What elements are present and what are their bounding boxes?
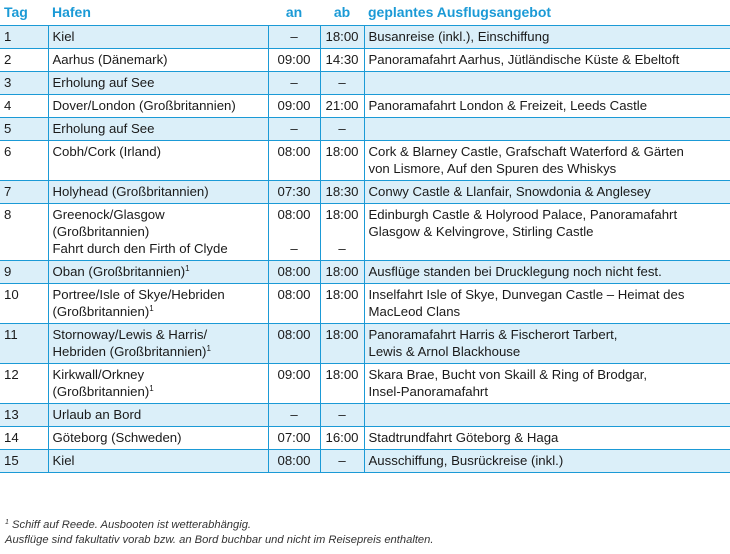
cell-day: 11 [4,327,18,342]
cell-day: 15 [4,453,19,468]
cell-arrival [268,284,320,324]
cell-departure-line: – [338,241,346,256]
cell-port-line: Erholung auf See [52,121,155,136]
table-row [0,427,730,450]
cell-port-line: Oban (Großbritannien)$^1$ [52,264,190,279]
cell-excursions [364,427,730,450]
cell-port [48,26,268,49]
cell-port [48,118,268,141]
cell-day: 13 [4,407,19,422]
cell-departure [320,204,364,261]
table-row [0,181,730,204]
cell-excursions [364,204,730,261]
cell-arrival-line: 08:00 [277,264,311,279]
cell-departure-line: 18:30 [325,184,359,199]
cell-departure-line: – [338,75,346,90]
cell-arrival [268,261,320,284]
cell-port [48,141,268,181]
cell-excursions-line: Panoramafahrt Aarhus, Jütländische Küste & Ebeltoft [368,52,680,67]
cell-arrival [268,95,320,118]
cell-excursions [364,324,730,364]
cell-departure [320,72,364,95]
cell-departure-line: – [338,407,346,422]
table-row [0,95,730,118]
cell-port-line: Hebriden (Großbritannien)$^1$ [52,344,211,359]
table-row [0,49,730,72]
cell-departure [320,284,364,324]
cell-port-line: (Großbritannien) [52,224,150,239]
table-row [0,26,730,49]
cell-arrival-line: 08:00 [277,453,311,468]
cell-port-line: Stornoway/Lewis & Harris/ [52,327,208,342]
table-row [0,72,730,95]
cell-departure [320,364,364,404]
cell-excursions [364,404,730,427]
cell-arrival [268,324,320,364]
cell-port-line: Aarhus (Dänemark) [52,52,168,67]
cell-excursions [364,450,730,473]
table-row [0,450,730,473]
cell-departure [320,118,364,141]
cell-day: 2 [4,52,12,67]
cell-port-line: Kiel [52,453,75,468]
table-row [0,141,730,181]
footnote-text: Schiff auf Reede. Ausbooten ist wetterabhängig. [12,519,252,531]
header-excursions: geplantes Ausflugsangebot [364,0,730,26]
cell-port-line: Dover/London (Großbritannien) [52,98,236,113]
cell-excursions-line: von Lismore, Auf den Spuren des Whiskys [368,161,617,176]
cell-port [48,72,268,95]
cell-port [48,364,268,404]
footnotes [5,518,725,548]
cell-port-line: Urlaub an Bord [52,407,142,422]
cell-excursions-line: Panoramafahrt Harris & Fischerort Tarbert, [368,327,618,342]
cell-port-line: Kiel [52,29,75,44]
cell-excursions-line: Conwy Castle & Llanfair, Snowdonia & Anglesey [368,184,651,199]
cell-excursions [364,284,730,324]
cell-arrival-line: – [290,241,298,256]
cell-arrival-line: 08:00 [277,144,311,159]
cell-arrival-line: 09:00 [277,98,311,113]
cell-excursions [364,181,730,204]
cell-excursions [364,95,730,118]
cell-arrival [268,427,320,450]
cell-day: 14 [4,430,19,445]
cell-port [48,49,268,72]
cell-arrival-line [273,223,316,240]
footnote-ref: 1 [149,384,154,393]
cell-departure-line [325,223,360,240]
cell-departure [320,26,364,49]
table-row [0,284,730,324]
cell-day: 9 [4,264,12,279]
cell-departure [320,141,364,181]
footnote-ref: 1 [185,264,190,273]
cell-departure-line: 18:00 [325,207,359,222]
cell-excursions-line: Insel-Panoramafahrt [368,384,488,399]
cell-arrival [268,72,320,95]
cell-port-line: (Großbritannien)$^1$ [52,304,154,319]
cell-excursions-line: Lewis & Arnol Blackhouse [368,344,521,359]
cell-day: 1 [4,29,12,44]
cell-day: 7 [4,184,12,199]
cell-arrival-line: – [290,29,298,44]
footnote-reede [5,518,725,533]
header-port: Hafen [48,0,268,26]
cell-excursions [364,49,730,72]
cell-arrival-line: – [290,121,298,136]
cell-departure [320,427,364,450]
cell-port [48,95,268,118]
cell-arrival-line: – [290,407,298,422]
cell-arrival [268,364,320,404]
cell-excursions-line: Cork & Blarney Castle, Grafschaft Waterford & Gärten [368,144,684,159]
cell-port [48,284,268,324]
cell-arrival-line: – [290,75,298,90]
cell-arrival [268,181,320,204]
cell-excursions-line: Inselfahrt Isle of Skye, Dunvegan Castle – Heimat des [368,287,685,302]
cell-departure-line: 18:00 [325,327,359,342]
header-departure: ab [320,0,364,26]
cell-port [48,450,268,473]
cell-departure-line: 14:30 [325,52,359,67]
cell-day: 12 [4,367,19,382]
cell-day: 8 [4,207,12,222]
header-day: Tag [0,0,48,26]
cell-port-line: Kirkwall/Orkney [52,367,145,382]
cell-arrival [268,204,320,261]
cell-excursions [364,72,730,95]
cell-departure-line: 21:00 [325,98,359,113]
cell-departure [320,324,364,364]
cell-day: 4 [4,98,12,113]
cell-departure [320,49,364,72]
cell-departure-line: 18:00 [325,29,359,44]
cell-departure-line: 18:00 [325,287,359,302]
cell-departure [320,181,364,204]
cell-day: 10 [4,287,19,302]
cell-port [48,261,268,284]
cell-port-line: Holyhead (Großbritannien) [52,184,209,199]
cell-arrival-line: 07:30 [277,184,311,199]
table-row [0,261,730,284]
cell-port-line: (Großbritannien)$^1$ [52,384,154,399]
cell-port-line: Göteborg (Schweden) [52,430,182,445]
cell-port [48,427,268,450]
cell-arrival-line: 08:00 [277,207,311,222]
cell-departure-line: 18:00 [325,144,359,159]
cell-departure [320,404,364,427]
cell-departure-line: – [338,121,346,136]
cell-arrival-line: 07:00 [277,430,311,445]
cell-port-line: Erholung auf See [52,75,155,90]
table-row [0,118,730,141]
cell-excursions-line: Panoramafahrt London & Freizeit, Leeds Castle [368,98,648,113]
footnote-ref: 1 [149,304,154,313]
cell-port-line: Greenock/Glasgow [52,207,165,222]
cell-arrival [268,404,320,427]
cell-day: 3 [4,75,12,90]
cell-arrival-line: 08:00 [277,287,311,302]
cell-arrival [268,141,320,181]
cell-excursions-line: Ausschiffung, Busrückreise (inkl.) [368,453,564,468]
cell-excursions [364,364,730,404]
cell-arrival [268,450,320,473]
cell-departure-line: 18:00 [325,367,359,382]
cell-port [48,204,268,261]
cell-day: 6 [4,144,12,159]
cell-arrival [268,26,320,49]
cell-day: 5 [4,121,12,136]
cell-arrival-line: 09:00 [277,52,311,67]
table-row [0,204,730,261]
cell-excursions-line: Ausflüge standen bei Drucklegung noch nicht fest. [368,264,662,279]
header-arrival: an [268,0,320,26]
cell-arrival [268,118,320,141]
cell-excursions-line: Glasgow & Kelvingrove, Stirling Castle [368,224,594,239]
cell-excursions [364,26,730,49]
cell-arrival-line: 09:00 [277,367,311,382]
cell-excursions-line: Busanreise (inkl.), Einschiffung [368,29,550,44]
cell-port [48,404,268,427]
table-row [0,404,730,427]
footnote-ref: 1 [206,344,211,353]
cell-port [48,181,268,204]
cell-departure [320,261,364,284]
cell-departure [320,450,364,473]
cell-departure-line: 16:00 [325,430,359,445]
cell-port [48,324,268,364]
table-row [0,324,730,364]
table-header-row [0,0,730,26]
itinerary-body [0,26,730,473]
cell-excursions [364,118,730,141]
cell-excursions [364,261,730,284]
cell-arrival-line: 08:00 [277,327,311,342]
cell-arrival [268,49,320,72]
cell-excursions-line: Edinburgh Castle & Holyrood Palace, Panoramafahrt [368,207,678,222]
cell-departure-line: – [338,453,346,468]
table-row [0,364,730,404]
cell-port-line: Fahrt durch den Firth of Clyde [52,241,228,256]
cell-excursions-line: Skara Brae, Bucht von Skaill & Ring of Brodgar, [368,367,648,382]
footnote-marker: 1 [5,519,9,526]
cell-port-line: Cobh/Cork (Irland) [52,144,161,159]
cell-departure-line: 18:00 [325,264,359,279]
cell-excursions-line: Stadtrundfahrt Göteborg & Haga [368,430,559,445]
cell-port-line: Portree/Isle of Skye/Hebriden [52,287,225,302]
cell-excursions [364,141,730,181]
cell-excursions-line: MacLeod Clans [368,304,461,319]
footnote-excursions: Ausflüge sind fakultativ vorab bzw. an Bord buchbar und nicht im Reisepreis enthalten. [5,534,434,546]
cell-departure [320,95,364,118]
